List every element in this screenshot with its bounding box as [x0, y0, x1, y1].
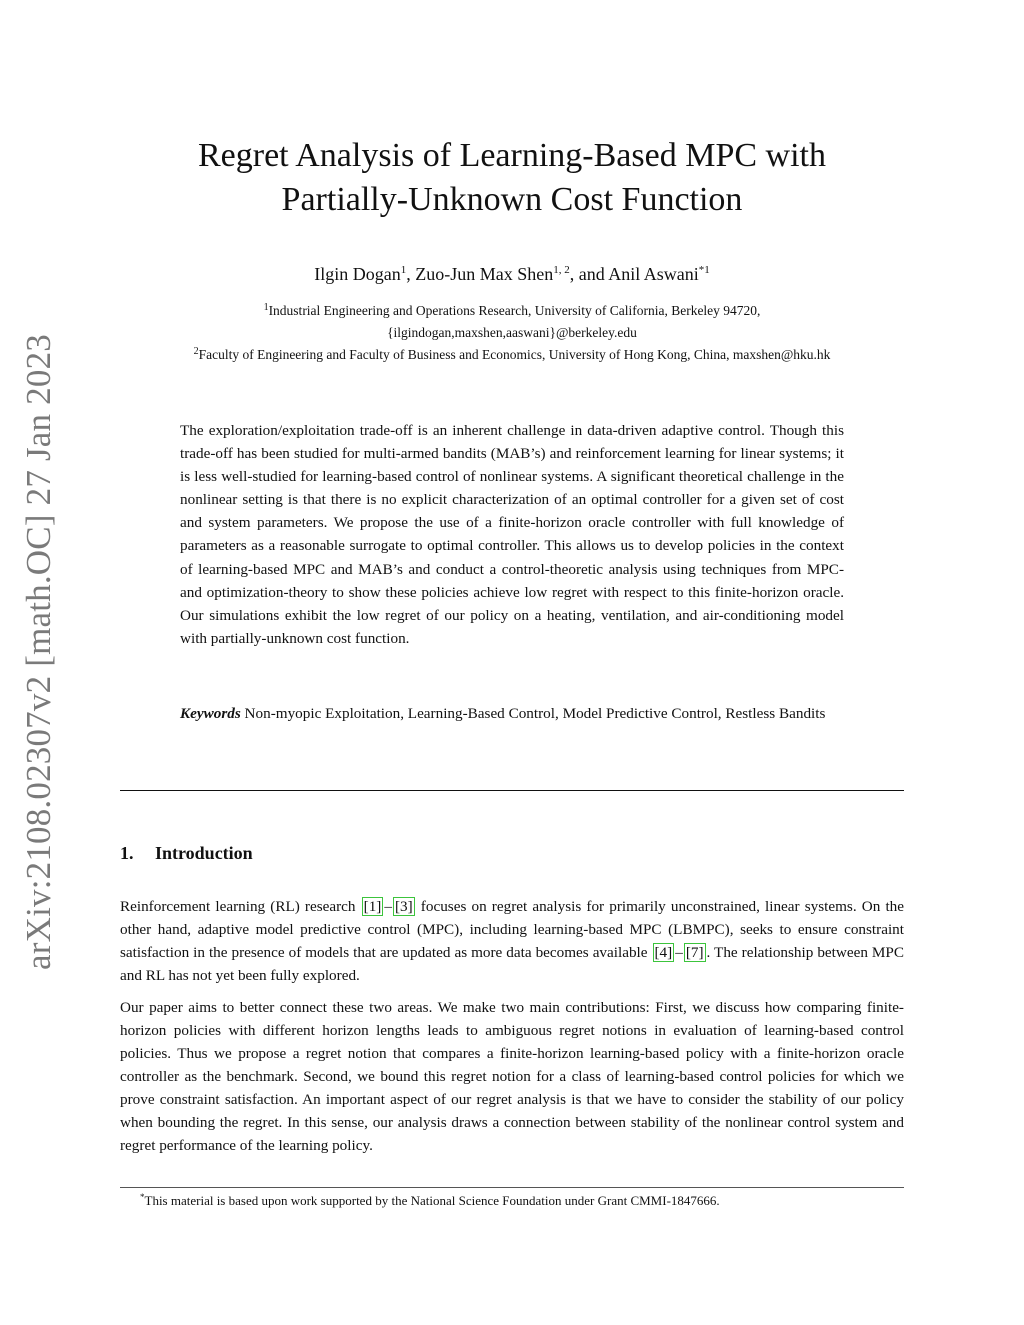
citation-link[interactable]: [3]: [394, 898, 413, 915]
affiliation-text: Faculty of Engineering and Faculty of Business and Economics, University of Hong Kong, China, maxshen@hku.hk: [198, 347, 831, 362]
section-number: 1.: [120, 843, 134, 863]
affiliation-2: [120, 345, 904, 365]
arxiv-identifier: arXiv:2108.02307v2 [math.OC] 27 Jan 2023: [19, 334, 58, 970]
footnote-mark: *: [140, 1192, 145, 1202]
intro-paragraph-1: [120, 895, 904, 987]
citation-link[interactable]: [4]: [654, 944, 673, 961]
section-heading: [120, 841, 253, 865]
footnote-divider: [120, 1187, 904, 1188]
affiliation-1: [120, 301, 904, 321]
paragraph-text: Reinforcement learning (RL) research: [120, 898, 361, 915]
paragraph-text: . The relationship between MPC and RL has not yet been fully explored.: [120, 944, 904, 984]
paragraph-text: –: [384, 898, 392, 915]
affiliation-text: Industrial Engineering and Operations Research, University of California, Berkeley 94720,: [268, 303, 761, 318]
footnote-text: This material is based upon work supported by the National Science Foundation under Grant CMMI-1847666.: [144, 1193, 720, 1208]
paragraph-text: –: [675, 944, 683, 961]
header-divider: [120, 790, 904, 791]
keywords-label: Keywords: [180, 705, 241, 722]
author-name: Zuo-Jun Max Shen: [415, 264, 554, 284]
author-separator: ,: [406, 264, 416, 284]
affiliation-mark: 2: [193, 346, 199, 357]
paragraph-text: focuses on regret analysis for primarily unconstrained, linear systems. On the other hand, adaptive model predictive control (MPC), including learning-based MPC (LBMPC), seeks to ensure constraint satisfaction in the presence of models that are updated as more data becomes available: [120, 898, 904, 961]
section-title: Introduction: [155, 843, 253, 863]
paper-title: [120, 134, 904, 222]
citation-link[interactable]: [7]: [685, 944, 704, 961]
author-list: [120, 261, 904, 287]
keywords-text: Non-myopic Exploitation, Learning-Based Control, Model Predictive Control, Restless Bandits: [244, 705, 826, 722]
affiliation-mark: 1: [400, 264, 407, 276]
affiliation-mark: 1, 2: [553, 264, 570, 276]
affiliation-mark: 1: [263, 302, 269, 313]
citation-link[interactable]: [1]: [363, 898, 382, 915]
affiliation-mark: *1: [698, 264, 710, 276]
title-line-2: Partially-Unknown Cost Function: [281, 181, 743, 218]
footnote: [140, 1192, 720, 1210]
intro-paragraph-2: Our paper aims to better connect these two areas. We make two main contributions: First, we discuss how comparing finite-horizon policies with different horizon lengths leads to ambiguous regret notions in evaluation of learning-based control policies. Thus we propose a regret notion that compares a finite-horizon learning-based policy with a finite-horizon oracle controller as the benchmark. Second, we bound this regret notion for a class of learning-based control policies for which we prove constraint satisfaction. An important aspect of our regret analysis is that we have to consider the stability of our policy when bounding the regret. In this sense, our analysis draws a connection between stability of the nonlinear control system and regret performance of the learning policy.: [120, 999, 904, 1154]
author-name: Anil Aswani: [608, 264, 699, 284]
author-name: Ilgin Dogan: [314, 264, 401, 284]
author-separator: , and: [569, 264, 609, 284]
title-line-1: Regret Analysis of Learning-Based MPC with: [198, 137, 826, 174]
author-emails: {ilgindogan,maxshen,aaswani}@berkeley.edu: [387, 325, 637, 340]
abstract: The exploration/exploitation trade-off is an inherent challenge in data-driven adaptive control. Though this trade-off has been studied for multi-armed bandits (MAB’s) and reinforcement learning for linear systems; it is less well-studied for learning-based control of nonlinear systems. A significant theoretical challenge in the nonlinear setting is that there is no explicit characterization of an optimal controller for a given set of cost and system parameters. We propose the use of a finite-horizon oracle controller with full knowledge of parameters as a reasonable surrogate to optimal controller. This allows us to develop policies in the context of learning-based MPC and MAB’s and conduct a control-theoretic analysis using techniques from MPC- and optimization-theory to show these policies achieve low regret with respect to this finite-horizon oracle. Our simulations exhibit the low regret of our policy on a heating, ventilation, and air-conditioning model with partially-unknown cost function.: [180, 422, 844, 647]
keywords: [180, 702, 844, 725]
